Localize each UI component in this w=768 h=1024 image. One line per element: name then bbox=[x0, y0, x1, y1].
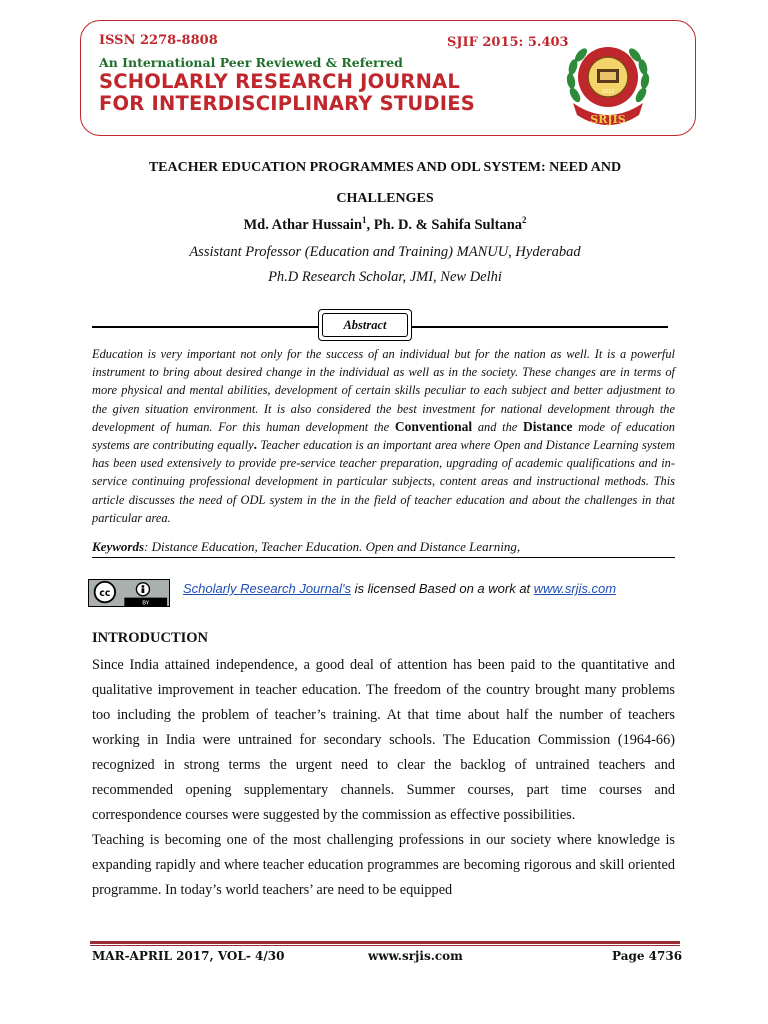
svg-text:2012: 2012 bbox=[601, 89, 615, 95]
journal-link[interactable]: Scholarly Research Journal's bbox=[183, 581, 351, 596]
footer-website[interactable]: www.srjis.com bbox=[368, 949, 463, 963]
footer-volume: MAR-APRIL 2017, VOL- 4/30 bbox=[92, 949, 285, 963]
term-conventional: Conventional bbox=[394, 418, 473, 434]
author-1-mark: 1 bbox=[362, 215, 367, 225]
cc-by-license-badge[interactable] bbox=[88, 579, 170, 607]
keywords bbox=[92, 539, 675, 555]
license-statement: Scholarly Research Journal's is licensed Based on a work at www.srjis.com bbox=[183, 581, 617, 596]
keywords-label: Keywords bbox=[92, 539, 144, 554]
affiliation-1: Assistant Professor (Education and Training) MANUU, Hyderabad bbox=[189, 244, 581, 260]
svg-text:SRJIS: SRJIS bbox=[590, 113, 626, 126]
peer-reviewed-tagline: An International Peer Reviewed & Referred bbox=[99, 55, 403, 70]
journal-title-line1: SCHOLARLY RESEARCH JOURNAL bbox=[99, 70, 461, 93]
sjif-impact: SJIF 2015: 5.403 bbox=[447, 35, 569, 50]
paper-title bbox=[90, 152, 680, 214]
affiliation-2: Ph.D Research Scholar, JMI, New Delhi bbox=[268, 269, 502, 285]
footer-page-number: Page 4736 bbox=[612, 949, 683, 963]
person-icon bbox=[142, 585, 145, 588]
term-distance: Distance bbox=[522, 418, 573, 434]
author-1: Md. Athar Hussain bbox=[243, 216, 363, 233]
svg-text:BY: BY bbox=[142, 600, 150, 607]
paragraph-2: Teaching is becoming one of the most challenging professions in our society where knowledge is expanding rapidly and where teacher education programmes are becoming rigorous and skill oriented programme. In today’s world teachers’ are need to be equipped bbox=[92, 832, 675, 898]
abstract-rule-right bbox=[410, 326, 668, 328]
footer-rule-thin bbox=[90, 945, 680, 946]
footer-rule bbox=[90, 941, 680, 944]
body-text bbox=[92, 653, 675, 903]
paper-title-line1: TEACHER EDUCATION PROGRAMMES AND ODL SYSTEM: NEED AND bbox=[148, 160, 622, 175]
journal-header bbox=[80, 20, 696, 136]
journal-title bbox=[99, 71, 475, 115]
author-2-mark: 2 bbox=[522, 215, 527, 225]
keywords-list: : Distance Education, Teacher Education. Open and Distance Learning, bbox=[144, 539, 521, 554]
cc-icon: cc bbox=[99, 587, 111, 599]
section-heading-introduction: INTRODUCTION bbox=[92, 630, 209, 646]
author-line bbox=[90, 215, 680, 234]
abstract-rule-left bbox=[92, 326, 320, 328]
website-link[interactable]: www.srjis.com bbox=[533, 581, 617, 596]
paragraph-1: Since India attained independence, a good deal of attention has been paid to the quantitative and qualitative improvement in teacher education. The freedom of the country brought many problems too including the problem of teacher’s training. At that time about half the number of teachers working in India were untrained for secondary schools. The Education Commission (1964-66) recognized in strong terms the urgent need to clear the backlog of untrained teachers and recommended opening supplementary channels. Summer courses, part time courses and correspondence courses were suggested by the commission as effective possibilities. bbox=[92, 657, 675, 823]
abstract-text: Education is very important not only for the success of an individual but for the nation as well. It is a powerful instrument to bring about desired change in the individual as well as in the society. These changes are in terms of more physical and mental abilities, development of certain skills peculiar to each subject and better adjustment to the given situation environment. It is also considered the best investment for national development through the development of human. For this human development the Conventional and the Distance mode of education systems are contributing equally. Teacher education is an important area where Open and Distance Learning system has been used extensively to provide pre-service teacher preparation, upgrading of academic qualifications and in-service continuing professional development in particular subjects, content areas and instructional methods. This article discusses the need of ODL system in the in the field of teacher education and about the challenges in that particular area. bbox=[92, 347, 675, 525]
journal-title-line2: FOR INTERDISCIPLINARY STUDIES bbox=[99, 92, 475, 115]
author-separator: , Ph. D. & Sahifa Sultana bbox=[366, 216, 523, 233]
journal-seal-logo bbox=[559, 35, 657, 131]
abstract-heading-box bbox=[318, 309, 412, 341]
paper-title-line2: CHALLENGES bbox=[336, 191, 434, 206]
issn: ISSN 2278-8808 bbox=[99, 33, 218, 48]
keywords-divider bbox=[92, 557, 675, 558]
abstract-heading: Abstract bbox=[322, 313, 408, 337]
